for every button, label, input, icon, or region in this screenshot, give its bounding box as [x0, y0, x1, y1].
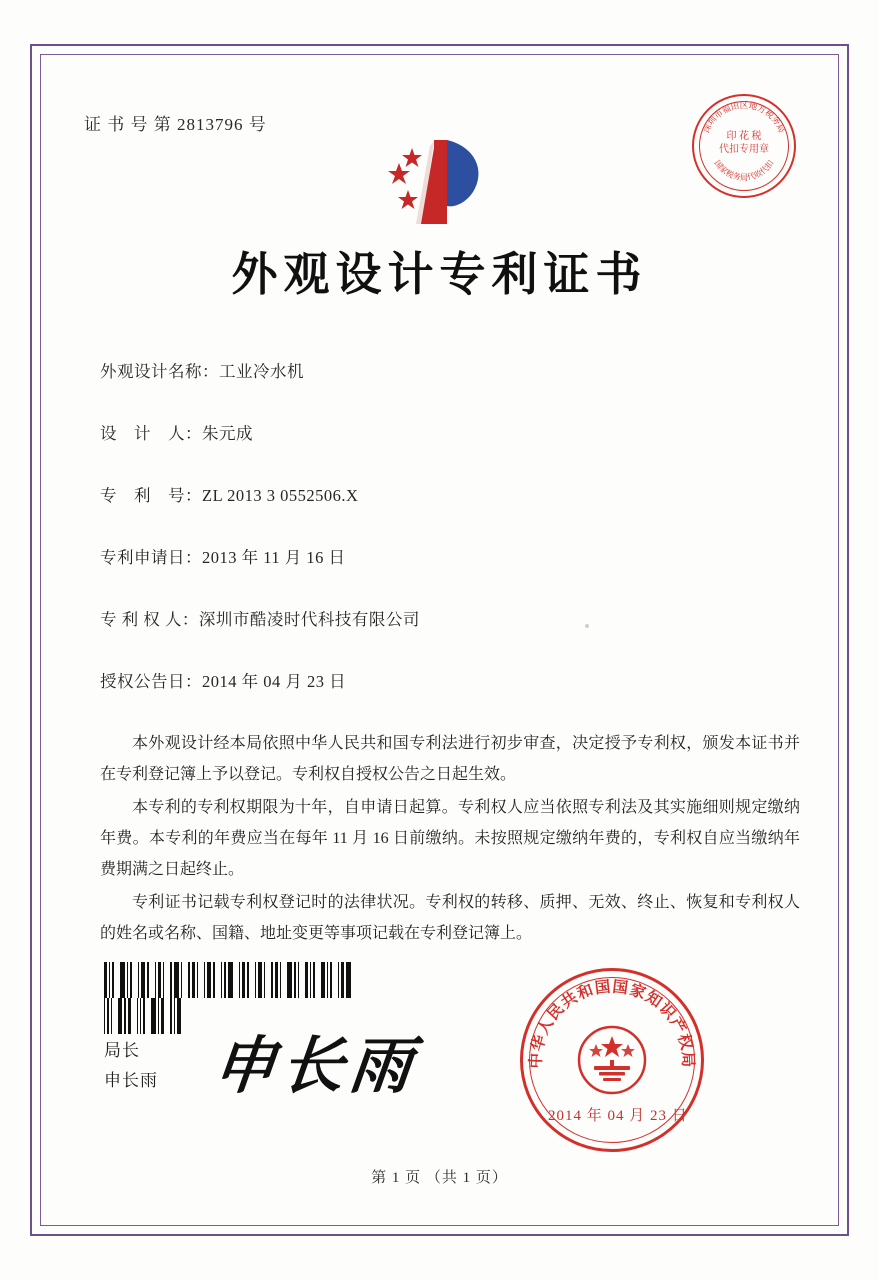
field-value-grant-date: 2014 年 04 月 23 日 — [202, 672, 347, 691]
tax-stamp-line2: 代扣专用章 — [719, 144, 769, 155]
national-emblem-icon — [574, 1022, 650, 1098]
field-label-designer: 设 计 人： — [100, 424, 202, 443]
field-label-grant-date: 授权公告日： — [100, 672, 202, 691]
svg-text:国家税务局代收代扣 — [713, 158, 776, 182]
tax-stamp-line1: 印 花 税 — [726, 131, 762, 142]
legal-paragraph: 专利证书记载专利权登记时的法律状况。专利权的转移、质押、无效、终止、恢复和专利权人的姓名或名称、国籍、地址变更等事项记载在专利登记簿上。 — [100, 894, 800, 942]
field-row — [100, 546, 800, 570]
tax-stamp-arc-bottom: 国家税务局代收代扣 — [712, 158, 776, 182]
field-list — [100, 360, 800, 732]
certificate-number: 证 书 号 第 2813796 号 — [84, 115, 267, 134]
field-label-patent-number: 专 利 号： — [100, 486, 202, 505]
handwritten-signature: 申长雨 — [209, 1029, 422, 1102]
field-row — [100, 422, 800, 446]
field-label-design-name: 外观设计名称： — [100, 362, 219, 381]
field-label-patentee: 专 利 权 人： — [100, 610, 199, 629]
seal-date: 2014 年 04 月 23 日 — [548, 1108, 688, 1124]
tax-stamp-seal — [692, 94, 796, 198]
director-role-label: 局长 — [104, 1041, 140, 1060]
field-row — [100, 608, 800, 632]
field-value-patentee: 深圳市酷凌时代科技有限公司 — [198, 610, 420, 629]
field-value-design-name: 工业冷水机 — [219, 362, 304, 381]
tax-stamp-arc-top: 深圳市福田区地方税务局 — [700, 100, 788, 135]
national-seal-arc-text: 中华人民共和国国家知识产权局 — [527, 978, 697, 1069]
field-value-application-date: 2013 年 11 月 16 日 — [202, 548, 346, 567]
field-value-designer: 朱元成 — [202, 424, 253, 443]
tax-stamp-center-text — [694, 130, 794, 156]
legal-text-block — [100, 728, 800, 951]
page-title: 外观设计专利证书 — [231, 247, 648, 301]
field-value-patent-number: ZL 2013 3 0552506.X — [202, 486, 359, 505]
field-label-application-date: 专利申请日： — [100, 548, 202, 567]
field-row — [100, 670, 800, 694]
signature-labels — [104, 1036, 158, 1096]
legal-paragraph: 本专利的专利权期限为十年，自申请日起算。专利权人应当依照专利法及其实施细则规定缴纳年费。本专利的年费应当在每年 11 月 16 日前缴纳。未按照规定缴纳年费的，专利权自应当缴纳年费期满之日起终止。 — [100, 799, 800, 878]
paper-speck — [585, 624, 589, 628]
barcode — [104, 962, 354, 998]
director-name-label: 申长雨 — [104, 1071, 158, 1090]
field-row — [100, 360, 800, 384]
legal-paragraph: 本外观设计经本局依照中华人民共和国专利法进行初步审查，决定授予专利权，颁发本证书并在专利登记簿上予以登记。专利权自授权公告之日起生效。 — [100, 735, 800, 783]
cnipa-logo-icon — [372, 128, 507, 228]
field-row — [100, 484, 800, 508]
page-footer: 第 1 页 （共 1 页） — [371, 1170, 508, 1186]
